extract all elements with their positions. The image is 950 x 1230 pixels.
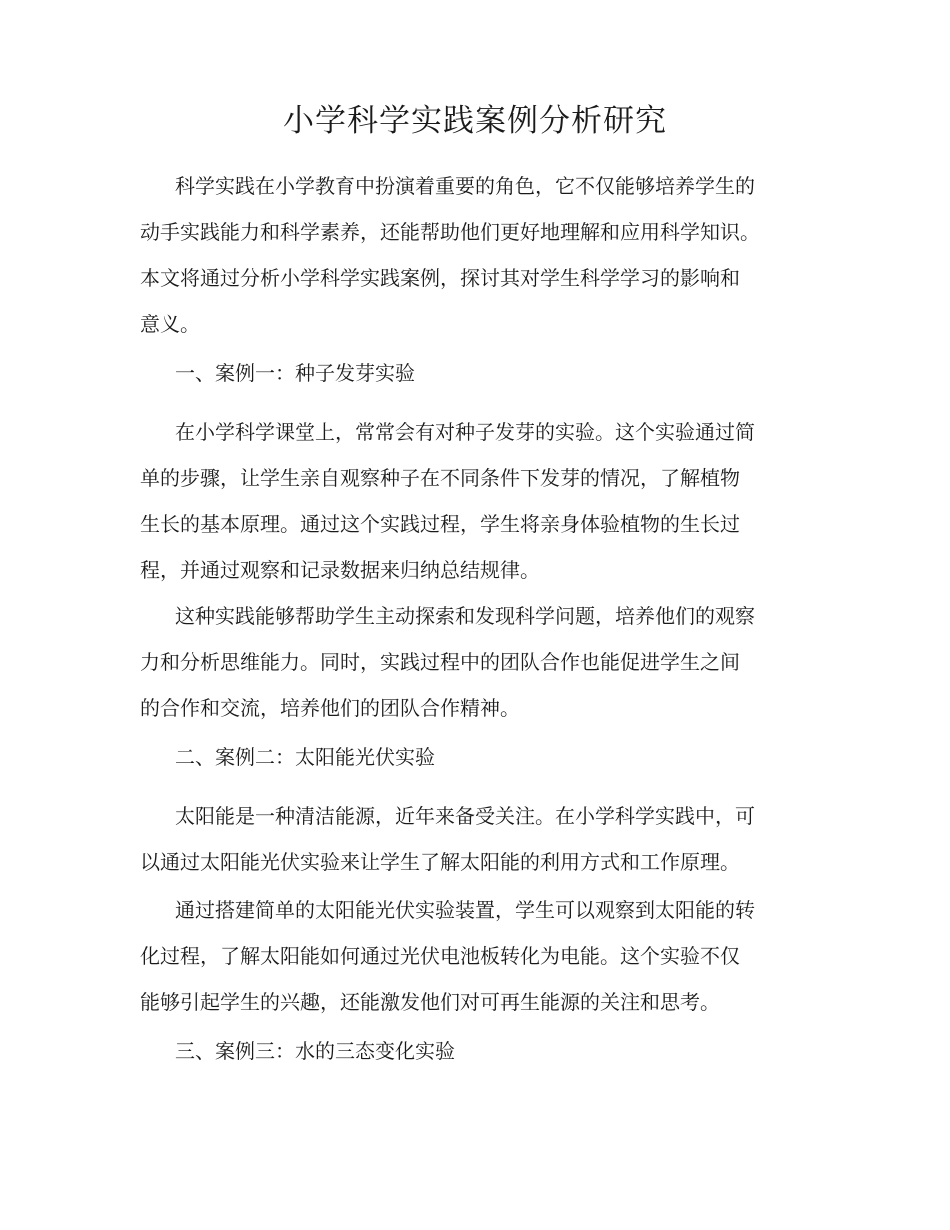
section-heading-3 — [140, 1028, 840, 1074]
case1-paragraph-2 — [140, 593, 840, 731]
case2-paragraph-1 — [140, 793, 840, 885]
text-line: 通过搭建简单的太阳能光伏实验装置，学生可以观察到太阳能的转 — [175, 898, 755, 922]
section-heading-1 — [140, 350, 840, 396]
text-line: 太阳能是一种清洁能源，近年来备受关注。在小学科学实践中，可 — [175, 804, 755, 828]
text-line: 能够引起学生的兴趣，还能激发他们对可再生能源的关注和思考。 — [140, 990, 720, 1014]
text-line: 这种实践能够帮助学生主动探索和发现科学问题，培养他们的观察 — [175, 604, 755, 628]
text-line: 生长的基本原理。通过这个实践过程，学生将亲身体验植物的生长过 — [140, 512, 740, 536]
text-line: 在小学科学课堂上，常常会有对种子发芽的实验。这个实验通过简 — [175, 420, 755, 444]
heading-text: 三、案例三：水的三态变化实验 — [175, 1039, 455, 1063]
text-line: 科学实践在小学教育中扮演着重要的角色，它不仅能够培养学生的 — [175, 174, 755, 198]
case2-paragraph-2 — [140, 887, 840, 1025]
text-line: 动手实践能力和科学素养，还能帮助他们更好地理解和应用科学知识。 — [140, 220, 760, 244]
text-line: 本文将通过分析小学科学实践案例，探讨其对学生科学学习的影响和 — [140, 266, 740, 290]
text-line: 化过程，了解太阳能如何通过光伏电池板转化为电能。这个实验不仅 — [140, 944, 740, 968]
text-line: 单的步骤，让学生亲自观察种子在不同条件下发芽的情况，了解植物 — [140, 466, 740, 490]
heading-text: 一、案例一：种子发芽实验 — [175, 361, 415, 385]
text-line: 意义。 — [140, 312, 200, 336]
text-line: 力和分析思维能力。同时，实践过程中的团队合作也能促进学生之间 — [140, 650, 740, 674]
document-title: 小学科学实践案例分析研究 — [283, 103, 667, 139]
case1-paragraph-1 — [140, 409, 840, 593]
text-line: 以通过太阳能光伏实验来让学生了解太阳能的利用方式和工作原理。 — [140, 850, 740, 874]
heading-text: 二、案例二：太阳能光伏实验 — [175, 745, 435, 769]
section-heading-2 — [140, 734, 840, 780]
text-line: 的合作和交流，培养他们的团队合作精神。 — [140, 696, 520, 720]
intro-paragraph — [140, 163, 840, 347]
text-line: 程，并通过观察和记录数据来归纳总结规律。 — [140, 558, 540, 582]
